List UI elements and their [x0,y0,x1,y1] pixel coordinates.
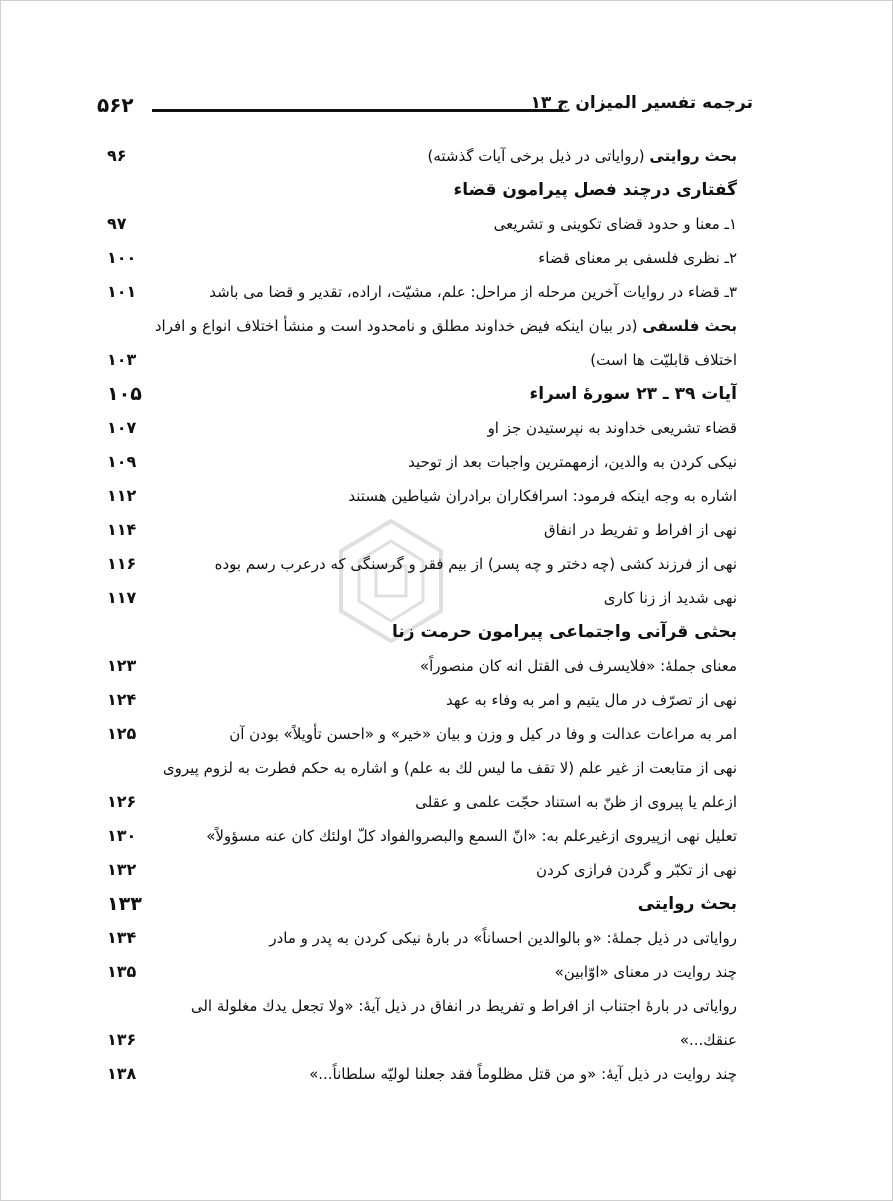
toc-entry-title [137,513,737,547]
toc-entry [97,615,737,649]
toc-entry-bold-label: گفتاری درچند فصل پیرامون قضاء [453,180,737,200]
toc-entry-text: عنقك...» [679,1031,737,1049]
toc-entry-text: (در بیان اینکه فیض خداوند مطلق و نامحدود است و منشأ اختلاف انواع و افراد [154,317,643,335]
running-title: ترجمه تفسیر المیزان ج ۱۳ [530,93,753,113]
toc-entry-page-number: ۱۲۴ [107,690,137,709]
toc-entry [97,241,737,275]
toc-entry-page-number: ۹۶ [107,146,127,165]
toc-entry-title [137,853,737,887]
toc-entry-page-number: ۱۱۷ [107,588,137,607]
page-number: ۵۶۲ [97,93,134,117]
toc-entry-title [137,139,737,173]
toc-entry-text: ۳ـ قضاء در روایات آخرین مرحله از مراحل: علم، مشیّت، اراده، تقدیر و قضا می باشد [209,283,737,301]
toc-entry-text: روایاتی در بارهٔ اجتناب از افراط و تفریط در انفاق در ذیل آیهٔ: «ولا تجعل یدك مغلولة الی [190,997,737,1015]
toc-entry-text: چند روایت در معنای «اوّابین» [554,963,737,981]
toc-entry-text: نهی از تکبّر و گردن فرازی کردن [536,861,737,879]
toc-entry-text: ۱ـ معنا و حدود قضای تکوینی و تشریعی [493,215,737,233]
toc-entry [97,207,737,241]
toc-entry [97,887,737,921]
toc-entry-title [137,173,737,207]
toc-entry-page-number: ۱۲۵ [107,724,137,743]
toc-entry [97,479,737,513]
toc-entry [97,853,737,887]
toc-entry [97,989,737,1023]
toc-entry-title [137,649,737,683]
toc-entry-title [137,377,737,411]
toc-entry [97,275,737,309]
toc-entry-title [137,989,737,1023]
toc-entry-page-number: ۱۳۸ [107,1064,137,1083]
toc-entry-text: نیکی کردن به والدین، ازمهمترین واجبات بعد از توحید [408,453,737,471]
toc-entry-title [137,683,737,717]
toc-entry [97,785,737,819]
toc-entry-page-number: ۱۲۳ [107,656,137,675]
table-of-contents [97,139,737,1091]
toc-entry-bold-label: بحثی قرآنی واجتماعی پیرامون حرمت زنا [392,622,737,642]
toc-entry [97,547,737,581]
toc-entry-page-number: ۱۳۵ [107,962,137,981]
toc-entry [97,309,737,343]
toc-entry [97,819,737,853]
toc-entry-text: معنای جملهٔ: «فلایسرف فی القتل انه کان منصوراً» [419,657,737,675]
toc-entry-page-number: ۱۱۴ [107,520,137,539]
toc-entry-page-number: ۹۷ [107,214,127,233]
toc-entry-page-number: ۱۰۵ [107,383,142,405]
toc-entry [97,513,737,547]
toc-entry-text: امر به مراعات عدالت و وفا در کیل و وزن و بیان «خیر» و «احسن تأویلاً» بودن آن [229,725,737,743]
toc-entry-text: (روایاتی در ذیل برخی آیات گذشته) [427,147,650,165]
toc-entry [97,717,737,751]
toc-entry-text: نهی شدید از زنا کاری [603,589,737,607]
toc-entry-page-number: ۱۰۰ [107,248,137,267]
toc-entry-title [137,207,737,241]
toc-entry-title [137,819,737,853]
header-rule [152,109,563,112]
toc-entry [97,343,737,377]
toc-entry-bold-label: بحث روایتی [649,147,737,165]
toc-entry [97,411,737,445]
toc-entry-title [137,547,737,581]
toc-entry-page-number: ۱۱۶ [107,554,137,573]
toc-entry-title [137,887,737,921]
toc-entry-page-number: ۱۰۳ [107,350,137,369]
toc-entry-title [137,445,737,479]
toc-entry-title [137,1057,737,1091]
toc-entry-title [137,343,737,377]
toc-entry [97,1057,737,1091]
toc-entry [97,139,737,173]
toc-entry-title [137,411,737,445]
page-header [97,93,753,121]
toc-entry [97,683,737,717]
toc-entry-page-number: ۱۳۴ [107,928,137,947]
toc-entry-title [137,309,737,343]
toc-entry-title [137,615,737,649]
toc-entry-title [137,241,737,275]
toc-entry-title [137,275,737,309]
toc-entry-title [137,581,737,615]
toc-entry-title [137,785,737,819]
toc-entry-page-number: ۱۳۲ [107,860,137,879]
toc-entry-bold-label: بحث فلسفی [642,317,737,335]
toc-entry-title [137,751,737,785]
toc-entry [97,921,737,955]
toc-entry-page-number: ۱۰۷ [107,418,137,437]
toc-entry-title [137,717,737,751]
toc-entry-text: ازعلم یا پیروی از ظنّ به استناد حجّت علمی و عقلی [415,793,737,811]
toc-entry-page-number: ۱۳۰ [107,826,137,845]
toc-entry-page-number: ۱۱۲ [107,486,137,505]
toc-entry-text: نهی از تصرّف در مال یتیم و امر به وفاء به عهد [445,691,737,709]
toc-entry [97,173,737,207]
toc-entry-text: روایاتی در ذیل جملهٔ: «و بالوالدین احساناً» در بارهٔ نیکی کردن به پدر و مادر [269,929,737,947]
toc-entry [97,581,737,615]
toc-entry-title [137,921,737,955]
toc-entry-text: اشاره به وجه اینکه فرمود: اسرافکاران برادران شیاطین هستند [348,487,737,505]
toc-entry-page-number: ۱۰۱ [107,282,137,301]
toc-entry [97,955,737,989]
toc-entry-text: نهی از متابعت از غیر علم (لا تقف ما لیس لك به علم) و اشاره به حکم فطرت به لزوم پیروی [162,759,737,777]
toc-entry-page-number: ۱۳۶ [107,1030,137,1049]
toc-entry-text: نهی از افراط و تفریط در انفاق [543,521,737,539]
toc-entry-text: تعلیل نهی ازپیروی ازغیرعلم به: «انّ السمع والبصروالفواد کلّ اولئك کان عنه مسؤولاً» [206,827,737,845]
toc-entry-bold-label: آیات ۳۹ ـ ۲۳ سورهٔ اسراء [529,384,737,404]
toc-entry-page-number: ۱۳۳ [107,893,142,915]
toc-entry-text: چند روایت در ذیل آیهٔ: «و من قتل مظلوماً فقد جعلنا لولیّه سلطاناً...» [309,1065,737,1083]
toc-entry-text: نهی از فرزند کشی (چه دختر و چه پسر) از بیم فقر و گرسنگی که درعرب رسم بوده [214,555,737,573]
toc-entry-page-number: ۱۲۶ [107,792,137,811]
toc-entry-text: ۲ـ نظری فلسفی بر معنای قضاء [538,249,737,267]
toc-entry-page-number: ۱۰۹ [107,452,137,471]
toc-entry [97,445,737,479]
toc-entry-text: قضاء تشریعی خداوند به نپرستیدن جز او [487,419,737,437]
toc-entry [97,649,737,683]
toc-entry [97,751,737,785]
toc-entry-bold-label: بحث روایتی [637,894,737,914]
toc-entry-title [137,1023,737,1057]
toc-entry-title [137,479,737,513]
toc-entry [97,1023,737,1057]
toc-entry [97,377,737,411]
toc-entry-title [137,955,737,989]
toc-entry-text: اختلاف قابلیّت ها است) [590,351,737,369]
